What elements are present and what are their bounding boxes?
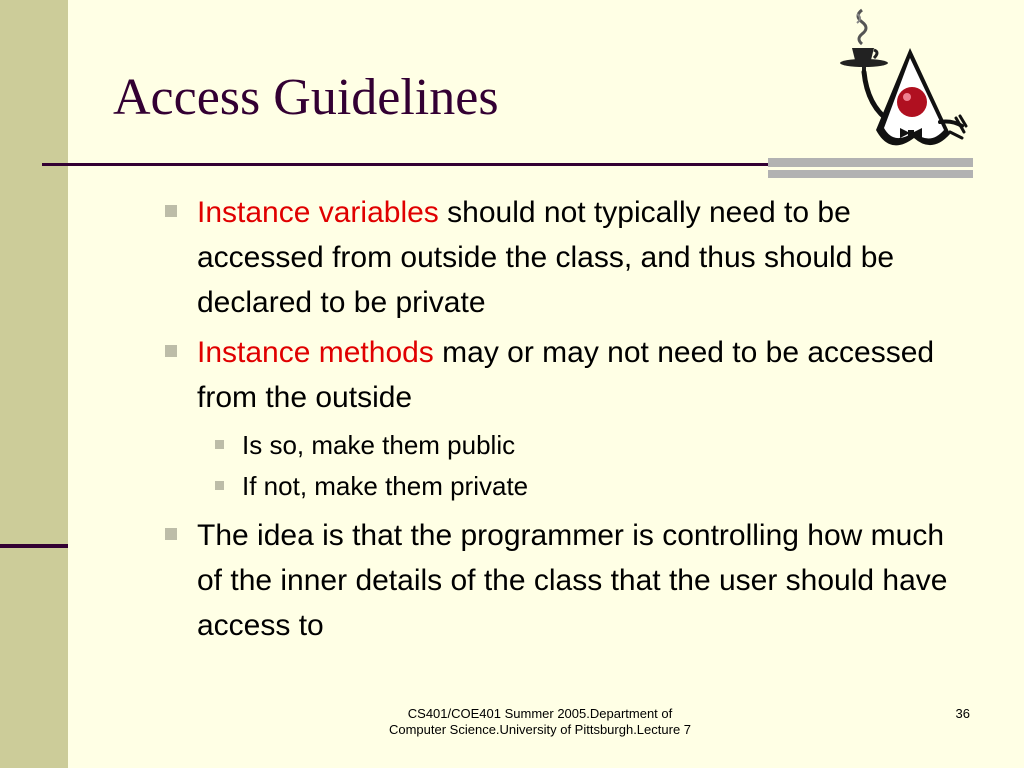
corner-decorative-bars (768, 158, 973, 180)
bullet-highlight: Instance variables (197, 196, 439, 229)
square-bullet-icon (165, 345, 177, 357)
sub-bullet-text: Is so, make them public (242, 430, 516, 460)
left-accent-rule (0, 544, 68, 548)
java-duke-waiter-icon (832, 6, 972, 158)
sub-bullet-text: If not, make them private (242, 471, 529, 501)
bullet-text: may or may not need to be accessed from the outside (197, 336, 935, 414)
slide-page-number: 36 (955, 706, 970, 721)
sub-bullet-group (165, 425, 965, 507)
corner-bar-bottom (768, 170, 973, 178)
slide-footer: CS401/COE401 Summer 2005.Department of Computer Science.University of Pittsburgh.Lecture 7 (388, 706, 692, 737)
square-bullet-icon (165, 205, 177, 217)
bullet-highlight: Instance methods (197, 336, 434, 369)
bullet-text: The idea is that the programmer is controlling how much of the inner details of the class that the user should have access to (197, 519, 948, 642)
bullet-item (165, 330, 967, 420)
slide-title: Access Guidelines (113, 69, 499, 126)
bullet-text: should not typically need to be accessed from outside the class, and thus should be declared to be private (197, 196, 895, 319)
corner-bar-top (768, 158, 973, 167)
sub-bullet-item (215, 466, 965, 507)
bullet-list (165, 190, 965, 653)
title-underline-rule (42, 163, 782, 166)
square-bullet-icon (165, 528, 177, 540)
sub-bullet-list (165, 425, 965, 507)
bullet-item (165, 190, 967, 325)
left-decorative-band (0, 0, 68, 768)
bullet-item (165, 513, 967, 648)
sub-bullet-item (215, 425, 965, 466)
square-sub-bullet-icon (215, 440, 224, 449)
square-sub-bullet-icon (215, 481, 224, 490)
